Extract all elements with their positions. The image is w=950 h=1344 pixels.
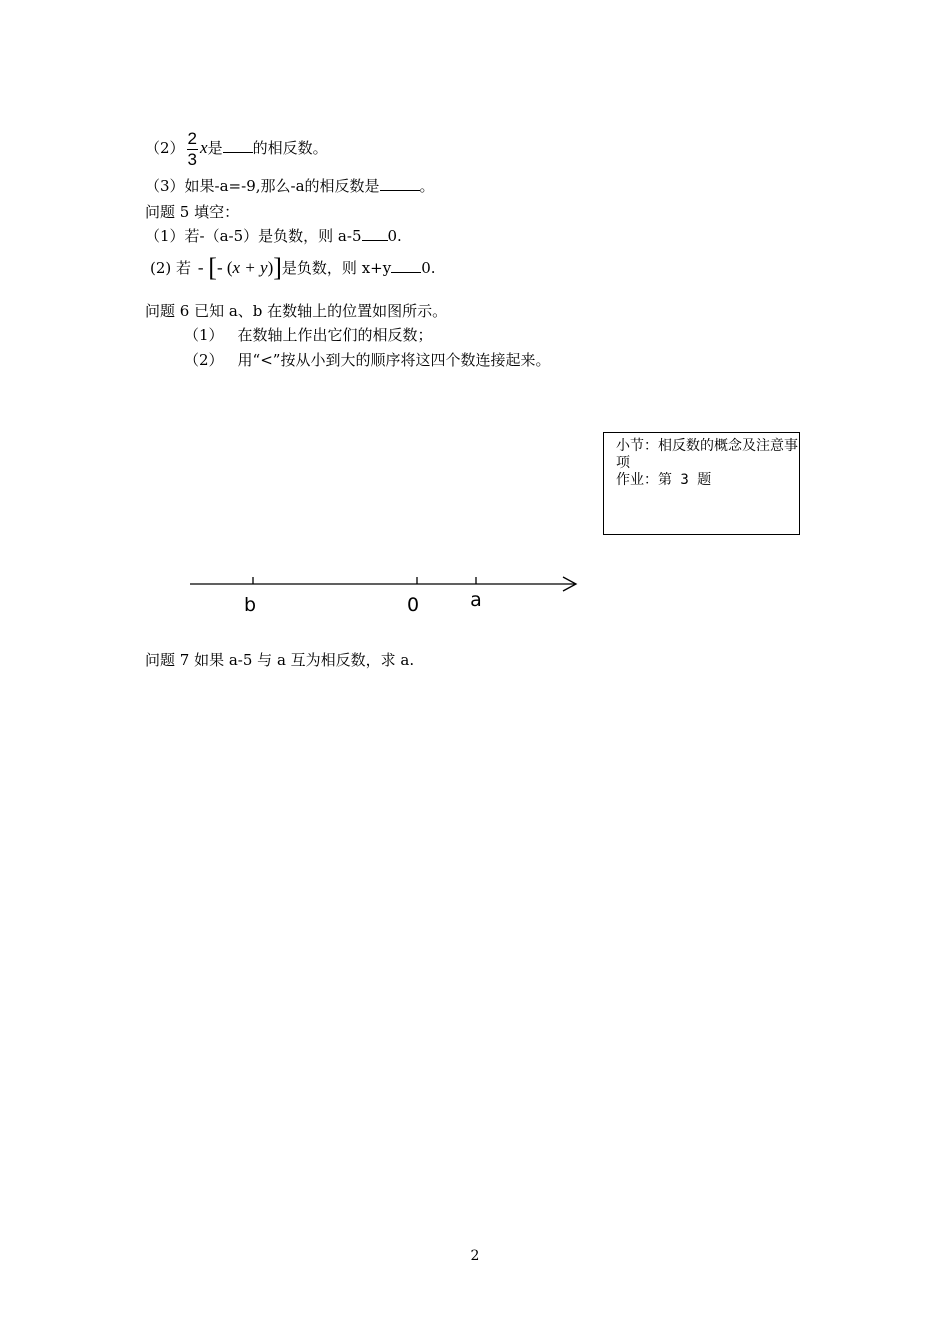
q5-item1-end: 0. (387, 227, 402, 245)
label-b: b (243, 594, 257, 616)
q5-item2-mid: 是负数，则 x+y (281, 259, 392, 277)
q5-item2-prefix: (2) 若 (150, 259, 192, 277)
expr-xy: x + y (232, 258, 268, 277)
fraction (187, 129, 198, 170)
q5-item2-end: 0. (421, 259, 436, 277)
q4-item2-prefix: （2） (145, 139, 185, 157)
page-number: 2 (470, 1248, 480, 1264)
label-a: a (470, 589, 482, 611)
q5-item-2 (150, 253, 436, 283)
variable-x: x (200, 138, 208, 157)
q6-item2-num: （2） (184, 351, 224, 369)
q6-item-2 (184, 350, 550, 370)
q6-item1-num: （1） (184, 326, 224, 344)
expr-minus: - (197, 258, 204, 277)
q5-item-1 (145, 226, 402, 246)
q4-item2-suffix: 的相反数。 (252, 139, 328, 157)
q6-item1-text: 在数轴上作出它们的相反数； (237, 326, 433, 344)
q4-item-3 (145, 176, 435, 196)
q4-item3-text: （3）如果-a=-9,那么-a的相反数是 (145, 177, 380, 195)
fraction-numerator: 2 (187, 128, 198, 148)
q5-item1-text: （1）若-（a-5）是负数，则 a-5 (145, 227, 362, 245)
answer-blank[interactable] (380, 176, 420, 191)
answer-blank[interactable] (223, 138, 253, 153)
expr-inner: - ( (216, 258, 233, 277)
q4-item3-end: 。 (419, 177, 435, 195)
q6-item2-text: 用“<”按从小到大的顺序将这四个数连接起来。 (237, 351, 551, 369)
answer-blank[interactable] (391, 258, 421, 273)
note-box (603, 432, 800, 535)
q6-title: 问题 6 已知 a、b 在数轴上的位置如图所示。 (145, 302, 448, 320)
q5-title: 问题 5 填空： (145, 203, 240, 221)
answer-blank[interactable] (362, 226, 388, 241)
q4-item-2 (145, 128, 328, 170)
right-bracket: ] (273, 253, 282, 282)
note-line-1: 小节：相反数的概念及注意事项 (616, 438, 798, 471)
note-line-2: 作业：第 3 题 (616, 472, 712, 488)
left-bracket: [ (208, 253, 217, 282)
q7-text: 问题 7 如果 a-5 与 a 互为相反数，求 a. (145, 651, 415, 669)
fraction-denominator: 3 (187, 149, 198, 169)
expr-close: ) (267, 258, 274, 277)
q6-item-1 (184, 325, 433, 345)
number-line (180, 565, 590, 625)
label-0: 0 (406, 594, 420, 616)
q4-item2-mid: 是 (207, 139, 223, 157)
